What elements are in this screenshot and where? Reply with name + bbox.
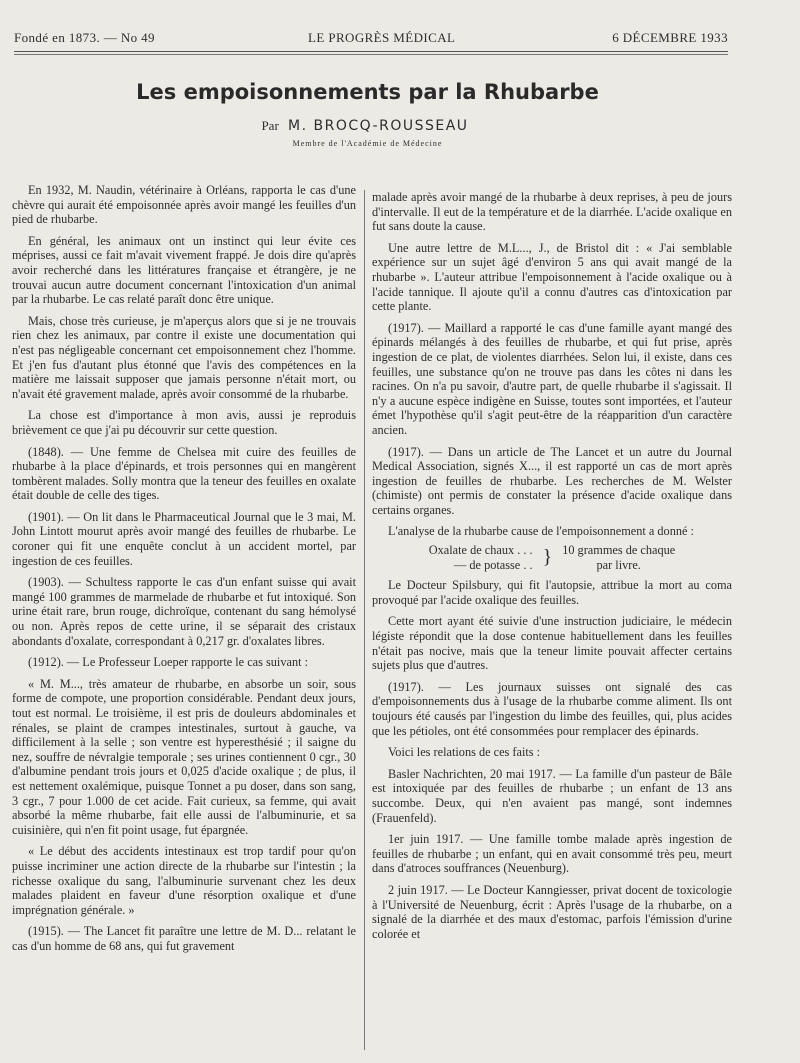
right-column bbox=[372, 190, 732, 948]
paragraph: En 1932, M. Naudin, vétérinaire à Orléans, rapporta le cas d'une chèvre qui aurait été empoisonnée après avoir mangé les feuilles d'un pied de rhubarbe. bbox=[12, 183, 356, 227]
paragraph: « Le début des accidents intestinaux est trop tardif pour qu'on puisse incriminer une action directe de la rhubarbe sur l'intestin ; la richesse oxalique du sang, l'albuminurie survenant chez les deux malades plaident en faveur d'une résorption oxalique et d'une imprégnation générale. » bbox=[12, 844, 356, 917]
paragraph: Cette mort ayant été suivie d'une instruction judiciaire, le médecin légiste répondit que la dose contenue habituellement dans les feuilles n'était pas nocive, mais que la teneur limite pouvait affecter certains sujets plus que d'autres. bbox=[372, 614, 732, 673]
paragraph: (1903). — Schultess rapporte le cas d'un enfant suisse qui avait mangé 100 grammes de marmelade de rhubarbe et fut intoxiqué. Son urine était rare, brun rouge, dichroïque, contenant du sang hémolysé ou non. Après repos de cette urine, il se séparait des cristaux abondants d'oxalate, correspondant à 0,217 gr. d'oxalates libres. bbox=[12, 575, 356, 648]
paragraph: 2 juin 1917. — Le Docteur Kanngiesser, privat docent de toxicologie à l'Université de Neuenburg, écrit : Après l'usage de la rhubarbe, on a signalé de la diarrhée et des maux d'estomac, parfois l'émission d'urine colorée et bbox=[372, 882, 732, 941]
table-value: par livre. bbox=[596, 557, 641, 572]
paragraph: La chose est d'importance à mon avis, aussi je reproduis brièvement ce que j'ai pu découvrir sur cette question. bbox=[12, 408, 356, 437]
paragraph: 1er juin 1917. — Une famille tombe malade après ingestion de feuilles de rhubarbe ; un enfant, qui en avait consommé très peu, meurt dans d'atroces souffrances (Neuenburg). bbox=[372, 832, 732, 876]
paragraph: Une autre lettre de M.L..., J., de Bristol dit : « J'ai semblable expérience sur un sujet âgé d'environ 5 ans qui avait mangé de la rhubarbe ». L'auteur attribue l'empoisonnement à l'acide oxalique ou à l'acide tannique. Il ajoute qu'il a connu d'autres cas d'intoxication par cette plante. bbox=[372, 240, 732, 314]
byline-by: Par bbox=[261, 118, 279, 133]
table-row-label: — de potasse . . bbox=[454, 557, 533, 572]
header-rule-thick bbox=[14, 51, 728, 52]
paragraph: (1848). — Une femme de Chelsea mit cuire des feuilles de rhubarbe à la place d'épinards, et trois personnes qui en mangèrent tombèrent malades. Solly montra que la teneur des feuilles en oxalate était double de celle des tiges. bbox=[12, 444, 356, 503]
header-date: 6 DÉCEMBRE 1933 bbox=[612, 30, 728, 45]
paragraph: En général, les animaux ont un instinct qui leur évite ces méprises, aussi ce fait m'avait vivement frappé. Je dois dire qu'après avoir recherché dans les littératures française et étrangère, je ne trouvai aucun autre document concernant l'intoxication d'un animal par la rhubarbe. Le cas relaté paraît donc être unique. bbox=[12, 233, 356, 307]
header-rule-thin bbox=[14, 54, 728, 55]
paragraph: Le Docteur Spilsbury, qui fit l'autopsie, attribue la mort au coma provoqué par l'acide oxalique des feuilles. bbox=[372, 578, 732, 607]
paragraph: (1917). — Les journaux suisses ont signalé des cas d'empoisonnements dus à l'usage de la rhubarbe comme aliment. Ils ont toujours été causés par l'ingestion du limbe des feuilles, qui, plus acides que les pétioles, ont été consommées pour remplacer des épinards. bbox=[372, 679, 732, 738]
author-name: M. BROCQ-ROUSSEAU bbox=[288, 118, 469, 134]
table-value: 10 grammes de chaque bbox=[562, 543, 676, 558]
author-affiliation: Membre de l'Académie de Médecine bbox=[292, 139, 443, 148]
left-column bbox=[12, 183, 356, 961]
article-title: Les empoisonnements par la Rhubarbe bbox=[136, 80, 599, 104]
paragraph: (1915). — The Lancet fit paraître une lettre de M. D... relatant le cas d'un homme de 68 ans, qui fut gravement bbox=[12, 924, 356, 953]
paragraph: Mais, chose très curieuse, je m'aperçus alors que si je ne trouvais rien chez les animaux, par contre il existe une documentation qui n'est pas négligeable concernant cet empoisonnement chez l'homme. Et j'en fus d'autant plus étonné que l'avis des compétences en la matière me laissait supposer que jamais personne n'était mort, ou n'avait été gravement malade, après avoir consommé de la rhubarbe. bbox=[12, 313, 356, 401]
table-brace: } bbox=[542, 546, 553, 569]
paragraph: (1912). — Le Professeur Loeper rapporte le cas suivant : bbox=[28, 655, 309, 670]
paragraph: (1901). — On lit dans le Pharmaceutical Journal que le 3 mai, M. John Lintott mourut après avoir mangé des feuilles de rhubarbe. Le coroner qui fit une enquête conclut à un accident mortel, par ingestion de ces feuilles. bbox=[12, 509, 356, 568]
running-header bbox=[14, 30, 728, 50]
header-founded: Fondé en 1873. — No 49 bbox=[14, 30, 155, 45]
paragraph: (1917). — Maillard a rapporté le cas d'une famille ayant mangé des épinards mélangés à des feuilles de rhubarbe, et qui fut prise, après ingestion de ce plat, de violentes diarrhées. Selon lui, il existe, dans ces feuilles, une substance qu'on ne trouve pas dans les côtes ni dans les racines. On n'a pu savoir, d'autre part, de quelle rhubarbe il s'agissait. Il n'y a aucune espèce indigène en Suisse, toutes sont importées, et l'auteur émet l'hypothèse qu'il s'agit peut-être de la réapparition d'un caractère ancien. bbox=[372, 320, 732, 437]
column-divider bbox=[364, 190, 365, 1050]
paragraph: L'analyse de la rhubarbe cause de l'empoisonnement a donné : bbox=[388, 524, 694, 539]
paragraph: « M. M..., très amateur de rhubarbe, en absorbe un soir, sous forme de compote, une proportion considérable. Pendant deux jours, tout est normal. Le troisième, il est pris de douleurs abdominales et rénales, se plaint de crampes intestinales, surtout à gauche, va difficilement à la selle ; son ventre est hyperesthésié ; il saigne du nez, souffre de névralgie temporale ; ses urines contiennent 0 cgr., 30 d'albumine pendant trois jours et 0,025 d'acide oxalique ; de plus, il est nettement oxalémique, puisque Tonnet a pu doser, dans son sang, 3 cgr., 7 pour 1.000 de cet acide. Fait curieux, sa femme, qui avait absorbé la même rhubarbe, fait elle aussi de l'albuminurie, et sa cuisinière, qui n'en fit point usage, fut épargnée. bbox=[12, 676, 356, 837]
analysis-table bbox=[372, 543, 732, 572]
header-journal-name: LE PROGRÈS MÉDICAL bbox=[308, 30, 456, 45]
table-row-label: Oxalate de chaux . . . bbox=[428, 543, 533, 558]
paragraph: Voici les relations de ces faits : bbox=[388, 745, 541, 760]
paragraph: (1917). — Dans un article de The Lancet et un autre du Journal Medical Association, signés X..., il est rapporté un cas de mort après ingestion de feuilles de rhubarbe. Les recherches de M. Welster (chimiste) ont permis de constater la présence d'acide oxalique dans certains organes. bbox=[372, 444, 732, 517]
byline bbox=[0, 118, 730, 134]
paragraph: malade après avoir mangé de la rhubarbe à deux reprises, à peu de jours d'intervalle. Il eut de la température et de la diarrhée. L'acide oxalique en fut sans doute la cause. bbox=[372, 190, 732, 234]
paragraph: Basler Nachrichten, 20 mai 1917. — La famille d'un pasteur de Bâle est intoxiquée par des feuilles de rhubarbe ; un enfant de 13 ans succombe. Deux, qui n'en avaient pas mangé, sont indemnes (Frauenfeld). bbox=[372, 766, 732, 825]
